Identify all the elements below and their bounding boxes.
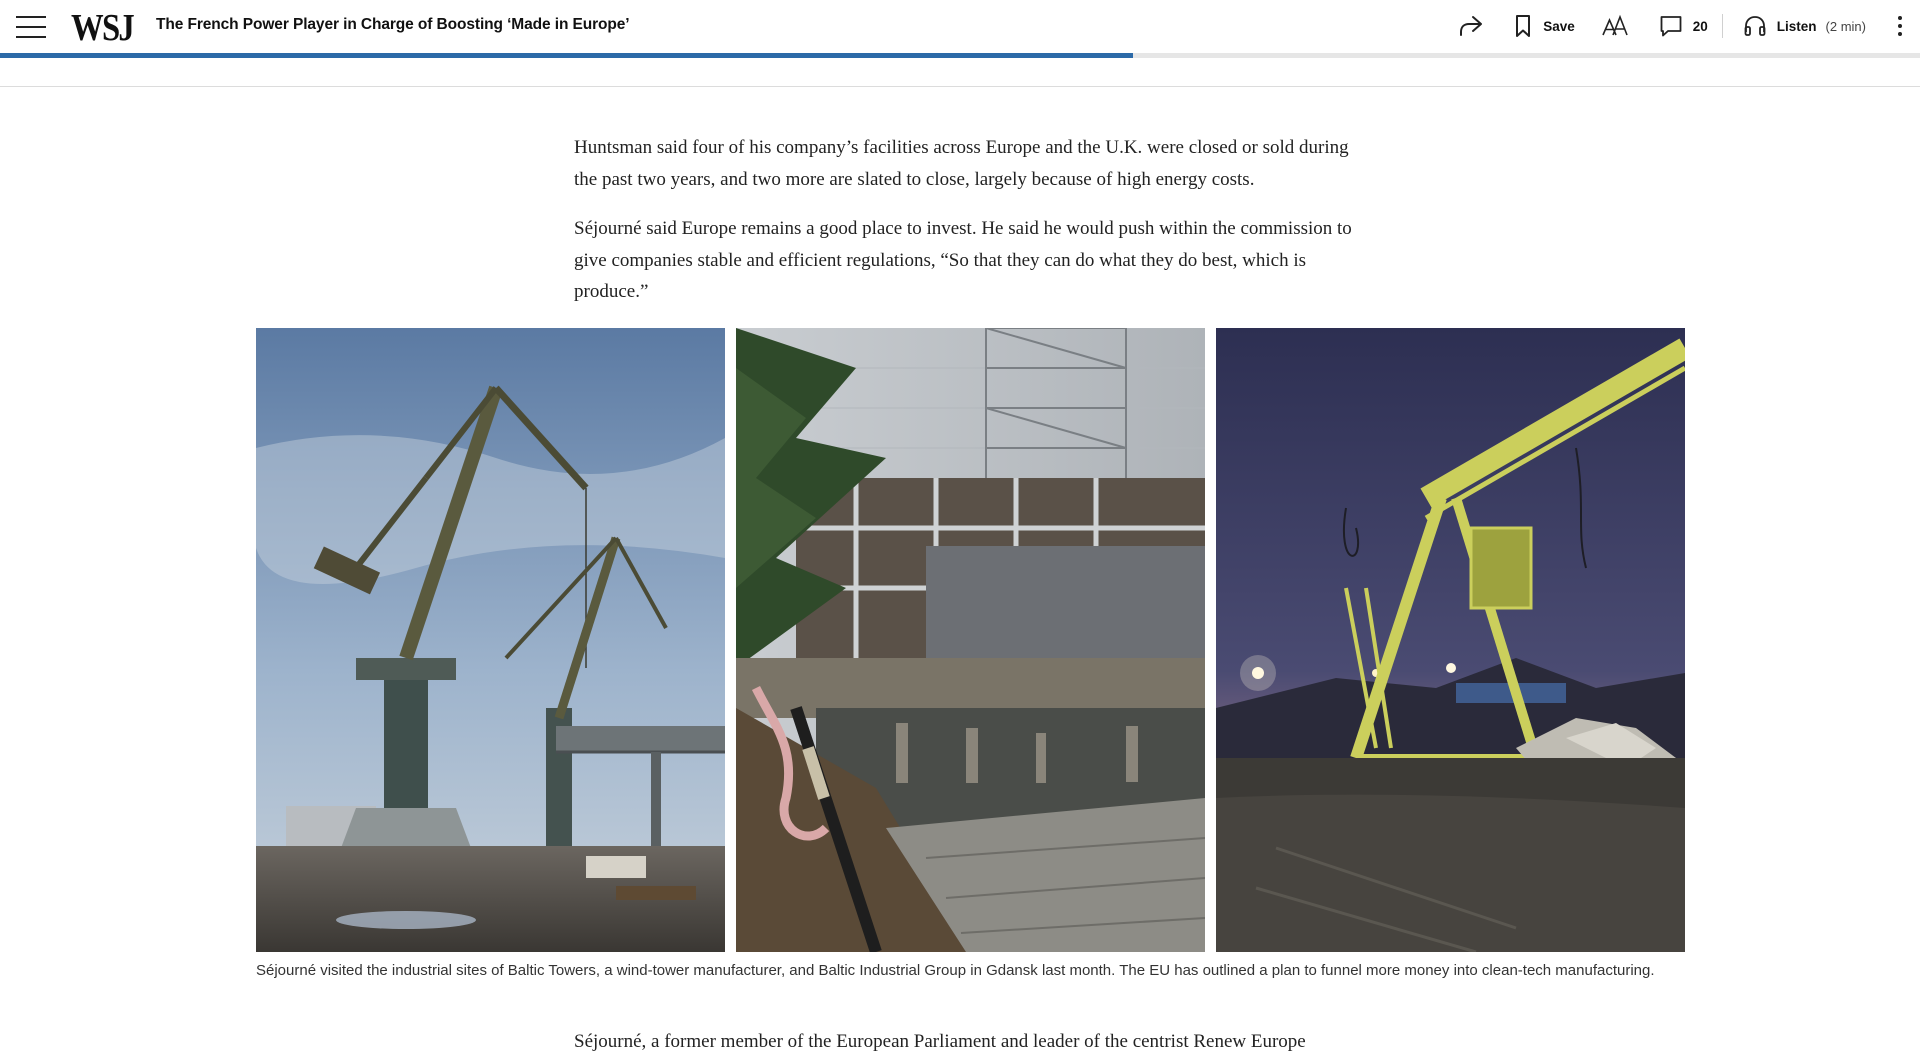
reading-progress-bar <box>0 53 1920 58</box>
comments-count: 20 <box>1692 18 1708 34</box>
share-arrow-icon <box>1458 14 1484 38</box>
crane-photo-image <box>256 328 725 952</box>
listen-label: Listen <box>1776 18 1817 34</box>
photo-shipyard-cranes[interactable] <box>256 328 725 952</box>
comments-button[interactable] <box>1659 14 1708 38</box>
vertical-dots-icon <box>1897 14 1903 38</box>
photo-gantry-crane[interactable] <box>1216 328 1685 952</box>
article-paragraph: Huntsman said four of his company’s facilities across Europe and the U.K. were closed or sold during the past two years, and two more are slated to close, largely because of high energy costs. <box>574 137 1349 190</box>
headphones-icon <box>1743 14 1767 38</box>
bookmark-icon <box>1514 14 1532 38</box>
toolbar-divider <box>1722 14 1723 38</box>
share-button[interactable] <box>1458 14 1484 38</box>
more-options-button[interactable] <box>1896 14 1904 38</box>
article-toolbar <box>1458 0 1920 52</box>
reading-progress-fill <box>0 53 1133 58</box>
text-size-button[interactable] <box>1601 14 1629 38</box>
article-paragraph: Séjourné said Europe remains a good place to invest. He said he would push within the commission to give companies stable and efficient regulations, “So that they can do what they do best, which is produce.” <box>574 218 1352 302</box>
page-title: The French Power Player in Charge of Boosting ‘Made in Europe’ <box>156 16 630 33</box>
listen-duration: (2 min) <box>1825 18 1866 34</box>
save-button[interactable] <box>1514 14 1575 38</box>
building-photo-image <box>736 328 1205 952</box>
article-paragraph: Séjourné, a former member of the European Parliament and leader of the centrist Renew Europe <box>574 1031 1306 1052</box>
wsj-logo[interactable]: WSJ <box>71 7 134 49</box>
photo-industrial-building[interactable] <box>736 328 1205 952</box>
save-label: Save <box>1543 18 1575 34</box>
speech-bubble-icon <box>1659 14 1683 38</box>
photo-caption: Séjourné visited the industrial sites of Baltic Towers, a wind-tower manufacturer, and Baltic Industrial Group in Gdansk last month. The EU has outlined a plan to funnel more money into clean-tech manufacturing. <box>256 962 1655 979</box>
listen-button[interactable] <box>1743 14 1866 38</box>
article-header <box>0 0 1920 56</box>
hamburger-menu-icon[interactable] <box>14 14 48 40</box>
text-size-icon <box>1601 14 1629 38</box>
gantry-photo-image <box>1216 328 1685 952</box>
header-divider <box>0 86 1920 87</box>
